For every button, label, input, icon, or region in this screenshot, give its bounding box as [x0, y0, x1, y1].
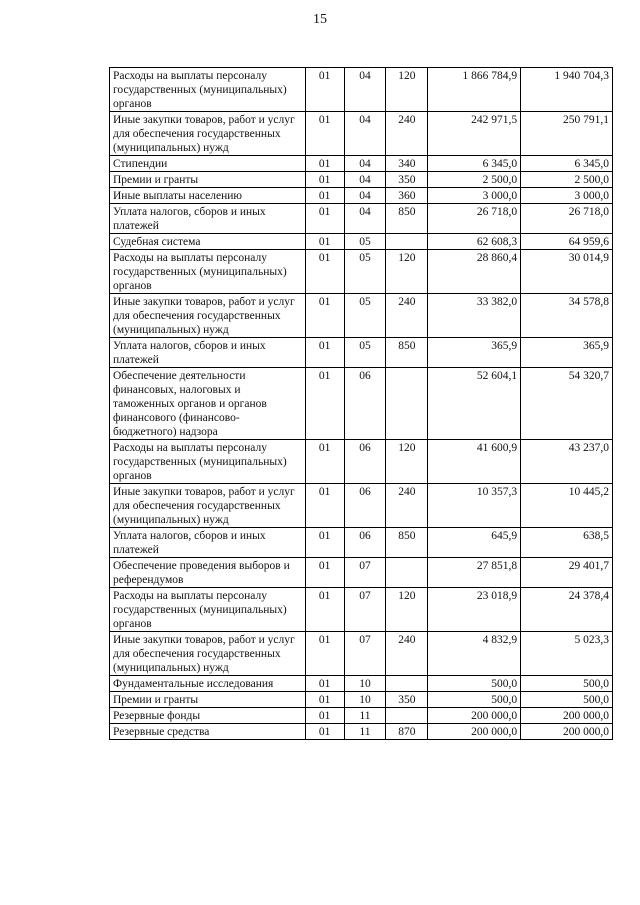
- section-code-cell: 01: [305, 172, 344, 188]
- section-code-cell: 01: [305, 68, 344, 112]
- amount-year2-cell: 26 718,0: [521, 204, 613, 234]
- expense-type-code-cell: 350: [386, 172, 428, 188]
- expense-type-code-cell: 850: [386, 528, 428, 558]
- subsection-code-cell: 05: [344, 294, 386, 338]
- section-code-cell: 01: [305, 724, 344, 740]
- table-row: [110, 112, 613, 156]
- expense-type-code-cell: 120: [386, 588, 428, 632]
- amount-year1-cell: 62 608,3: [428, 234, 521, 250]
- item-name-cell: Уплата налогов, сборов и иных платежей: [110, 528, 306, 558]
- table-row: [110, 68, 613, 112]
- section-code-cell: 01: [305, 632, 344, 676]
- subsection-code-cell: 04: [344, 204, 386, 234]
- subsection-code-cell: 11: [344, 724, 386, 740]
- item-name-cell: Фундаментальные исследования: [110, 676, 306, 692]
- budget-table: [109, 67, 613, 740]
- amount-year2-cell: 365,9: [521, 338, 613, 368]
- amount-year2-cell: 1 940 704,3: [521, 68, 613, 112]
- table-row: [110, 484, 613, 528]
- table-row: [110, 188, 613, 204]
- subsection-code-cell: 10: [344, 692, 386, 708]
- amount-year2-cell: 54 320,7: [521, 368, 613, 440]
- expense-type-code-cell: [386, 676, 428, 692]
- budget-table-body: [110, 68, 613, 740]
- item-name-cell: Стипендии: [110, 156, 306, 172]
- amount-year1-cell: 365,9: [428, 338, 521, 368]
- amount-year1-cell: 10 357,3: [428, 484, 521, 528]
- expense-type-code-cell: 240: [386, 632, 428, 676]
- table-row: [110, 234, 613, 250]
- subsection-code-cell: 05: [344, 234, 386, 250]
- item-name-cell: Премии и гранты: [110, 692, 306, 708]
- section-code-cell: 01: [305, 692, 344, 708]
- subsection-code-cell: 06: [344, 368, 386, 440]
- table-row: [110, 588, 613, 632]
- table-row: [110, 156, 613, 172]
- item-name-cell: Иные закупки товаров, работ и услуг для обеспечения государственных (муниципальных) нужд: [110, 112, 306, 156]
- table-row: [110, 204, 613, 234]
- item-name-cell: Расходы на выплаты персоналу государственных (муниципальных) органов: [110, 588, 306, 632]
- subsection-code-cell: 06: [344, 484, 386, 528]
- section-code-cell: 01: [305, 204, 344, 234]
- section-code-cell: 01: [305, 368, 344, 440]
- section-code-cell: 01: [305, 558, 344, 588]
- item-name-cell: Резервные средства: [110, 724, 306, 740]
- subsection-code-cell: 11: [344, 708, 386, 724]
- amount-year1-cell: 28 860,4: [428, 250, 521, 294]
- expense-type-code-cell: 240: [386, 484, 428, 528]
- section-code-cell: 01: [305, 440, 344, 484]
- amount-year2-cell: 2 500,0: [521, 172, 613, 188]
- amount-year2-cell: 6 345,0: [521, 156, 613, 172]
- amount-year1-cell: 23 018,9: [428, 588, 521, 632]
- subsection-code-cell: 04: [344, 172, 386, 188]
- section-code-cell: 01: [305, 708, 344, 724]
- section-code-cell: 01: [305, 188, 344, 204]
- item-name-cell: Иные выплаты населению: [110, 188, 306, 204]
- amount-year1-cell: 2 500,0: [428, 172, 521, 188]
- table-row: [110, 294, 613, 338]
- table-row: [110, 250, 613, 294]
- amount-year2-cell: 34 578,8: [521, 294, 613, 338]
- amount-year2-cell: 500,0: [521, 692, 613, 708]
- amount-year2-cell: 43 237,0: [521, 440, 613, 484]
- item-name-cell: Уплата налогов, сборов и иных платежей: [110, 338, 306, 368]
- expense-type-code-cell: 120: [386, 250, 428, 294]
- expense-type-code-cell: 240: [386, 294, 428, 338]
- amount-year1-cell: 645,9: [428, 528, 521, 558]
- subsection-code-cell: 10: [344, 676, 386, 692]
- subsection-code-cell: 07: [344, 558, 386, 588]
- expense-type-code-cell: 870: [386, 724, 428, 740]
- subsection-code-cell: 05: [344, 250, 386, 294]
- expense-type-code-cell: [386, 368, 428, 440]
- section-code-cell: 01: [305, 156, 344, 172]
- table-row: [110, 558, 613, 588]
- amount-year1-cell: 1 866 784,9: [428, 68, 521, 112]
- page-number: 15: [313, 12, 327, 27]
- amount-year2-cell: 10 445,2: [521, 484, 613, 528]
- table-row: [110, 172, 613, 188]
- amount-year1-cell: 6 345,0: [428, 156, 521, 172]
- amount-year2-cell: 5 023,3: [521, 632, 613, 676]
- amount-year1-cell: 500,0: [428, 692, 521, 708]
- section-code-cell: 01: [305, 250, 344, 294]
- expense-type-code-cell: 850: [386, 338, 428, 368]
- amount-year1-cell: 41 600,9: [428, 440, 521, 484]
- expense-type-code-cell: [386, 234, 428, 250]
- item-name-cell: Обеспечение деятельности финансовых, налоговых и таможенных органов и органов финансового (финансово-бюджетного) надзора: [110, 368, 306, 440]
- amount-year2-cell: 3 000,0: [521, 188, 613, 204]
- amount-year2-cell: 200 000,0: [521, 724, 613, 740]
- section-code-cell: 01: [305, 528, 344, 558]
- subsection-code-cell: 06: [344, 440, 386, 484]
- subsection-code-cell: 04: [344, 156, 386, 172]
- amount-year2-cell: 24 378,4: [521, 588, 613, 632]
- amount-year1-cell: 200 000,0: [428, 724, 521, 740]
- table-row: [110, 440, 613, 484]
- subsection-code-cell: 07: [344, 632, 386, 676]
- item-name-cell: Иные закупки товаров, работ и услуг для обеспечения государственных (муниципальных) нужд: [110, 294, 306, 338]
- table-row: [110, 368, 613, 440]
- amount-year2-cell: 29 401,7: [521, 558, 613, 588]
- section-code-cell: 01: [305, 676, 344, 692]
- subsection-code-cell: 04: [344, 68, 386, 112]
- amount-year2-cell: 200 000,0: [521, 708, 613, 724]
- amount-year1-cell: 27 851,8: [428, 558, 521, 588]
- subsection-code-cell: 04: [344, 188, 386, 204]
- item-name-cell: Иные закупки товаров, работ и услуг для обеспечения государственных (муниципальных) нужд: [110, 632, 306, 676]
- amount-year1-cell: 200 000,0: [428, 708, 521, 724]
- table-row: [110, 528, 613, 558]
- section-code-cell: 01: [305, 338, 344, 368]
- table-row: [110, 676, 613, 692]
- expense-type-code-cell: 350: [386, 692, 428, 708]
- item-name-cell: Расходы на выплаты персоналу государственных (муниципальных) органов: [110, 68, 306, 112]
- amount-year1-cell: 33 382,0: [428, 294, 521, 338]
- expense-type-code-cell: [386, 558, 428, 588]
- item-name-cell: Резервные фонды: [110, 708, 306, 724]
- item-name-cell: Судебная система: [110, 234, 306, 250]
- expense-type-code-cell: [386, 708, 428, 724]
- item-name-cell: Иные закупки товаров, работ и услуг для обеспечения государственных (муниципальных) нужд: [110, 484, 306, 528]
- amount-year1-cell: 500,0: [428, 676, 521, 692]
- expense-type-code-cell: 340: [386, 156, 428, 172]
- amount-year1-cell: 26 718,0: [428, 204, 521, 234]
- expense-type-code-cell: 240: [386, 112, 428, 156]
- table-row: [110, 724, 613, 740]
- table-row: [110, 632, 613, 676]
- subsection-code-cell: 05: [344, 338, 386, 368]
- section-code-cell: 01: [305, 234, 344, 250]
- amount-year2-cell: 638,5: [521, 528, 613, 558]
- amount-year2-cell: 500,0: [521, 676, 613, 692]
- amount-year1-cell: 3 000,0: [428, 188, 521, 204]
- expense-type-code-cell: 360: [386, 188, 428, 204]
- amount-year2-cell: 64 959,6: [521, 234, 613, 250]
- table-row: [110, 338, 613, 368]
- section-code-cell: 01: [305, 294, 344, 338]
- amount-year1-cell: 242 971,5: [428, 112, 521, 156]
- expense-type-code-cell: 120: [386, 68, 428, 112]
- expense-type-code-cell: 850: [386, 204, 428, 234]
- table-row: [110, 708, 613, 724]
- subsection-code-cell: 07: [344, 588, 386, 632]
- table-row: [110, 692, 613, 708]
- expense-type-code-cell: 120: [386, 440, 428, 484]
- subsection-code-cell: 04: [344, 112, 386, 156]
- section-code-cell: 01: [305, 588, 344, 632]
- item-name-cell: Уплата налогов, сборов и иных платежей: [110, 204, 306, 234]
- item-name-cell: Премии и гранты: [110, 172, 306, 188]
- amount-year1-cell: 52 604,1: [428, 368, 521, 440]
- section-code-cell: 01: [305, 484, 344, 528]
- item-name-cell: Расходы на выплаты персоналу государственных (муниципальных) органов: [110, 440, 306, 484]
- amount-year2-cell: 250 791,1: [521, 112, 613, 156]
- item-name-cell: Расходы на выплаты персоналу государственных (муниципальных) органов: [110, 250, 306, 294]
- subsection-code-cell: 06: [344, 528, 386, 558]
- amount-year2-cell: 30 014,9: [521, 250, 613, 294]
- amount-year1-cell: 4 832,9: [428, 632, 521, 676]
- section-code-cell: 01: [305, 112, 344, 156]
- item-name-cell: Обеспечение проведения выборов и референдумов: [110, 558, 306, 588]
